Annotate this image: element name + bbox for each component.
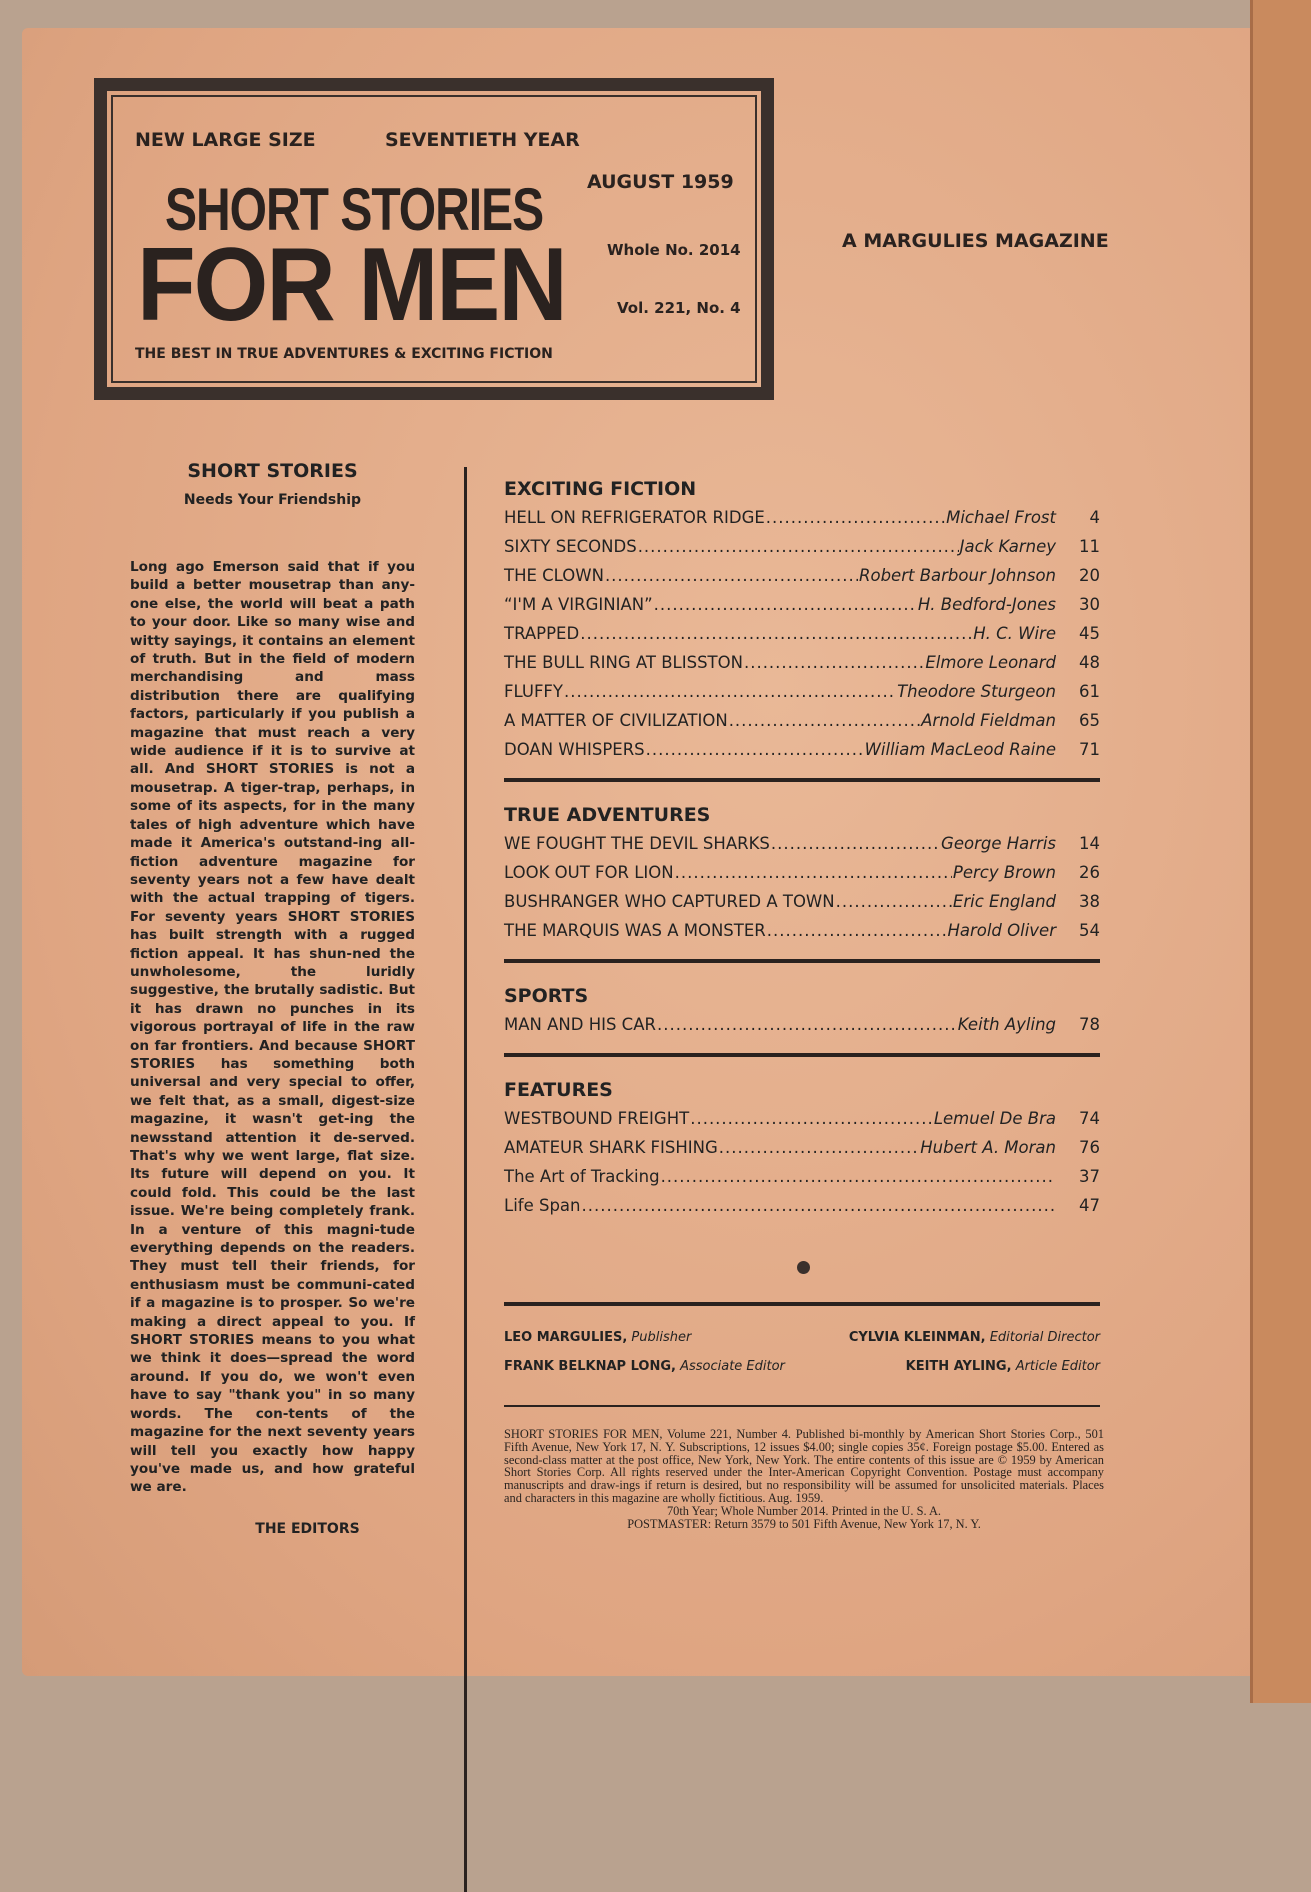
toc-entry-title: WE FOUGHT THE DEVIL SHARKS <box>504 834 770 853</box>
toc-entry-title: BUSHRANGER WHO CAPTURED A TOWN <box>504 892 835 911</box>
toc-entry-author: Elmore Leonard <box>925 653 1056 672</box>
toc-entry-title: The Art of Tracking <box>504 1167 660 1186</box>
column-divider <box>464 467 467 1892</box>
editorial-title: SHORT STORIES <box>187 460 358 482</box>
toc-entry-page: 78 <box>1079 1015 1100 1034</box>
masthead-tagline: THE BEST IN TRUE ADVENTURES & EXCITING FICTION <box>135 346 553 362</box>
toc-leader-dots <box>605 566 858 585</box>
toc-leader-dots <box>661 1167 1055 1186</box>
toc-entry-page: 54 <box>1079 921 1100 940</box>
publisher-banner: A MARGULIES MAGAZINE <box>842 230 1109 252</box>
toc-leader-dots <box>836 892 952 911</box>
toc-leader-dots <box>638 537 959 556</box>
toc-entry-page: 20 <box>1079 566 1100 585</box>
toc-entry-title: HELL ON REFRIGERATOR RIDGE <box>504 508 765 527</box>
toc-entry-author: William MacLeod Raine <box>864 740 1056 759</box>
imprint-top-rule <box>504 1405 1100 1407</box>
toc-entry <box>504 1196 1100 1225</box>
toc-entry-author: Jack Karney <box>959 537 1056 556</box>
toc-entry-author: Eric England <box>952 892 1056 911</box>
toc-entry-page: 38 <box>1079 892 1100 911</box>
toc-entry-author: Arnold Fieldman <box>921 711 1056 730</box>
masthead-new-large-size: NEW LARGE SIZE <box>135 129 316 151</box>
toc-entry <box>504 1015 1100 1044</box>
toc-entry-title: “I'M A VIRGINIAN” <box>504 595 653 614</box>
section-heading: FEATURES <box>504 1079 613 1101</box>
toc-entry-author: Theodore Sturgeon <box>897 682 1056 701</box>
toc-entry-title: SIXTY SECONDS <box>504 537 637 556</box>
toc-entry-page: 14 <box>1079 834 1100 853</box>
section-heading: EXCITING FICTION <box>504 478 697 500</box>
toc-entry-page: 45 <box>1079 624 1100 643</box>
toc-entry <box>504 740 1100 769</box>
toc-entry-page: 71 <box>1079 740 1100 759</box>
toc-entry <box>504 863 1100 892</box>
toc-leader-dots <box>767 921 947 940</box>
toc-entry-title: THE MARQUIS WAS A MONSTER <box>504 921 766 940</box>
toc-entry-author: Keith Ayling <box>957 1015 1056 1034</box>
section-rule <box>504 959 1100 963</box>
staff-top-rule <box>504 1302 1100 1306</box>
masthead-box <box>94 78 774 400</box>
toc-entry-title: Life Span <box>504 1196 581 1215</box>
toc-entry <box>504 653 1100 682</box>
section-heading: SPORTS <box>504 985 589 1007</box>
toc-leader-dots <box>580 624 972 643</box>
toc-entry-page: 65 <box>1079 711 1100 730</box>
section-heading: TRUE ADVENTURES <box>504 804 711 826</box>
toc-entry-title: LOOK OUT FOR LION <box>504 863 674 882</box>
toc-entry-page: 47 <box>1079 1196 1100 1215</box>
imprint-year-line: 70th Year; Whole Number 2014. Printed in the U. S. A. <box>666 1503 942 1518</box>
toc-entry <box>504 508 1100 537</box>
toc-entry-title: MAN AND HIS CAR <box>504 1015 656 1034</box>
toc-entry <box>504 624 1100 653</box>
staff-associate-editor: FRANK BELKNAP LONG, Associate Editor <box>504 1359 785 1374</box>
toc-entry-page: 11 <box>1079 537 1100 556</box>
cover-spine <box>1250 0 1311 1703</box>
imprint-postmaster-line: POSTMASTER: Return 3579 to 501 Fifth Avenue, New York 17, N. Y. <box>627 1516 981 1531</box>
toc-entry-author: George Harris <box>941 834 1056 853</box>
toc-entry-author: Michael Frost <box>946 508 1056 527</box>
editorial-subtitle: Needs Your Friendship <box>183 492 362 508</box>
toc-entry-page: 37 <box>1079 1167 1100 1186</box>
toc-entry <box>504 1167 1100 1196</box>
toc-entry <box>504 595 1100 624</box>
toc-entry-page: 74 <box>1079 1109 1100 1128</box>
toc-entry <box>504 1138 1100 1167</box>
bullet-ornament <box>797 1261 810 1274</box>
toc-entry-author: H. Bedford-Jones <box>917 595 1056 614</box>
section-rule <box>504 1053 1100 1057</box>
toc-entry <box>504 682 1100 711</box>
table-of-contents <box>504 478 1100 1225</box>
toc-entry-author: H. C. Wire <box>973 624 1056 643</box>
toc-leader-dots <box>564 682 896 701</box>
section-rule <box>504 778 1100 782</box>
toc-entry <box>504 834 1100 863</box>
toc-entry-author: Robert Barbour Johnson <box>859 566 1056 585</box>
toc-leader-dots <box>582 1196 1056 1215</box>
toc-entry <box>504 1109 1100 1138</box>
toc-entry <box>504 892 1100 921</box>
publication-imprint <box>504 1428 1104 1530</box>
toc-leader-dots <box>654 595 917 614</box>
toc-entry-author: Harold Oliver <box>947 921 1056 940</box>
editorial-column <box>130 460 415 1537</box>
toc-entry-title: DOAN WHISPERS <box>504 740 645 759</box>
toc-entry <box>504 537 1100 566</box>
toc-entry-page: 30 <box>1079 595 1100 614</box>
toc-leader-dots <box>729 711 920 730</box>
masthead-volume: Vol. 221, No. 4 <box>617 299 741 317</box>
toc-leader-dots <box>719 1138 919 1157</box>
editorial-body: Long ago Emerson said that if you build a better mousetrap than any-one else, the world will beat a path to your door. Like so many wise and witty sayings, it contains an element of truth. But in the field of modern merchandising and mass distribution there are qualifying factors, particularly if you publish a magazine that must reach a very wide audience if it is to survive at all. And SHORT STORIES is not a mousetrap. A tiger-trap, perhaps, in some of its aspects, for in the many tales of high adventure which have made it America's outstand-ing all-fiction adventure magazine for seventy years not a few have dealt with the actual trapping of tigers. For seventy years SHORT STORIES has built strength with a rugged fiction appeal. It has shun-ned the unwholesome, the luridly suggestive, the brutally sadistic. But it has drawn no punches in its vigorous portrayal of life in the raw on far frontiers. And because SHORT STORIES has something both universal and very special to offer, we felt that, as a small, digest-size magazine, it wasn't get-ing the newsstand attention it de-served. That's why we went large, flat size. Its future will depend on you. It could fold. This could be the last issue. We're being completely frank. In a venture of this magni-tude everything depends on the readers. They must tell their friends, for enthusiasm must be communi-cated if a magazine is to prosper. So we're making a direct appeal to you. If SHORT STORIES means to you what we think it does—spread the word around. If you do, we won't even have to say "thank you" in so many words. The con-tents of the magazine for the next seventy years will tell you exactly how happy you've made us, and how grateful we are. <box>130 559 415 1496</box>
toc-entry-author: Hubert A. Moran <box>920 1138 1056 1157</box>
staff-credits <box>504 1330 1100 1388</box>
toc-leader-dots <box>690 1109 933 1128</box>
toc-entry-title: A MATTER OF CIVILIZATION <box>504 711 728 730</box>
toc-leader-dots <box>771 834 940 853</box>
toc-entry-author: Lemuel De Bra <box>933 1109 1056 1128</box>
toc-entry-title: AMATEUR SHARK FISHING <box>504 1138 718 1157</box>
toc-entry-title: TRAPPED <box>504 624 580 643</box>
toc-leader-dots <box>675 863 952 882</box>
toc-entry-author: Percy Brown <box>952 863 1056 882</box>
imprint-body: SHORT STORIES FOR MEN, Volume 221, Number 4. Published bi-monthly by American Short Stories Corp., 501 Fifth Avenue, New York 17, N. Y. Subscriptions, 12 issues $4.00; single copies 35¢. Foreign postage $5.00. Entered as second-class matter at the post office, New York, New York. The entire contents of this issue are © 1959 by American Short Stories Corp. All rights reserved under the Inter-American Copyright Convention. Postage must accompany manuscripts and draw-ings if return is desired, but no responsibility will be assumed for unsolicited materials. Places and characters in this magazine are wholly fictitious. Aug. 1959. <box>504 1427 1104 1505</box>
staff-editorial-director: CYLVIA KLEINMAN, Editorial Director <box>848 1330 1100 1345</box>
toc-entry-title: THE BULL RING AT BLISSTON <box>504 653 743 672</box>
toc-entry-page: 76 <box>1079 1138 1100 1157</box>
staff-article-editor: KEITH AYLING, Article Editor <box>905 1359 1100 1374</box>
masthead-date: AUGUST 1959 <box>587 171 734 193</box>
toc-entry-page: 48 <box>1079 653 1100 672</box>
toc-entry-title: FLUFFY <box>504 682 563 701</box>
masthead-title-line1: SHORT STORIES <box>165 177 544 244</box>
toc-entry-page: 61 <box>1079 682 1100 701</box>
toc-entry-title: THE CLOWN <box>504 566 604 585</box>
toc-entry-page: 4 <box>1089 508 1100 527</box>
masthead-whole-number: Whole No. 2014 <box>607 241 741 259</box>
staff-publisher: LEO MARGULIES, Publisher <box>504 1330 692 1345</box>
editorial-signature: THE EDITORS <box>255 1520 360 1537</box>
toc-leader-dots <box>766 508 945 527</box>
toc-leader-dots <box>744 653 924 672</box>
masthead-title-line2: FOR MEN <box>137 227 566 343</box>
toc-entry <box>504 566 1100 595</box>
toc-entry-title: WESTBOUND FREIGHT <box>504 1109 690 1128</box>
toc-leader-dots <box>657 1015 957 1034</box>
toc-entry <box>504 921 1100 950</box>
toc-leader-dots <box>646 740 864 759</box>
masthead-seventieth-year: SEVENTIETH YEAR <box>385 129 580 151</box>
toc-entry-page: 26 <box>1079 863 1100 882</box>
toc-entry <box>504 711 1100 740</box>
